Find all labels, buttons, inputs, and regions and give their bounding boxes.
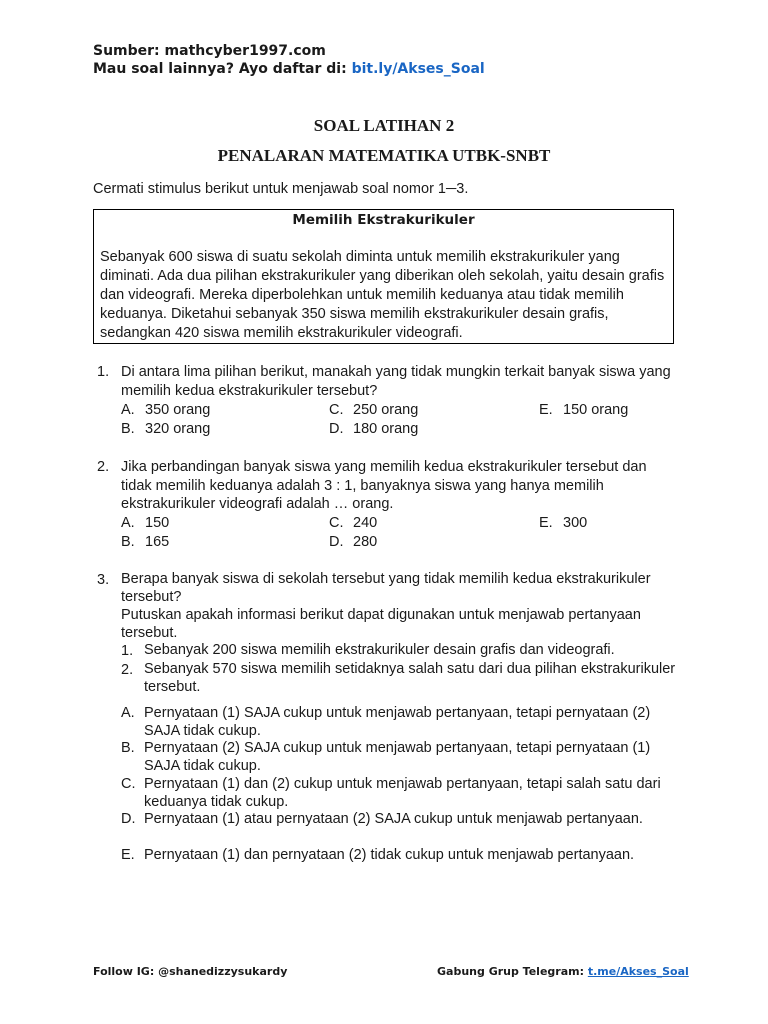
question-2-option-d[interactable]	[329, 533, 377, 552]
source-line	[93, 42, 326, 60]
question-1-text: Di antara lima pilihan berikut, manakah yang tidak mungkin terkait banyak siswa yang memilih kedua ekstrakurikuler tersebut?	[121, 364, 671, 399]
question-2-text: Jika perbandingan banyak siswa yang memilih kedua ekstrakurikuler tersebut dan tidak memilih keduanya adalah 3 : 1, banyaknya siswa yang hanya memilih ekstrakurikuler videografi adalah … orang.	[121, 459, 647, 513]
page-subtitle: PENALARAN MATEMATIKA UTBK-SNBT	[217, 146, 551, 165]
option-text: 250 orang	[353, 402, 419, 418]
option-letter: A.	[121, 515, 135, 531]
option-text: 300	[563, 515, 588, 531]
option-text: 150	[145, 515, 170, 531]
question-3-option-d-letter[interactable]: D.	[121, 811, 136, 827]
page-title: SOAL LATIHAN 2	[313, 116, 455, 135]
question-3-option-e-letter[interactable]: E.	[121, 847, 135, 863]
question-2-option-b[interactable]	[121, 533, 169, 552]
question-2-option-e[interactable]	[539, 514, 587, 533]
question-1-option-d[interactable]	[329, 420, 418, 439]
question-3-option-a-text[interactable]: Pernyataan (1) SAJA cukup untuk menjawab pertanyaan, tetapi pernyataan (2) SAJA tidak cukup.	[144, 705, 651, 739]
source-label: Sumber: mathcyber1997.com	[93, 43, 326, 59]
option-text: 240	[353, 515, 378, 531]
register-prefix: Mau soal lainnya? Ayo daftar di:	[93, 61, 352, 77]
question-3-option-d-text[interactable]: Pernyataan (1) atau pernyataan (2) SAJA cukup untuk menjawab pertanyaan.	[144, 811, 643, 827]
option-letter: D.	[329, 534, 344, 550]
question-2-option-c[interactable]	[329, 514, 377, 533]
question-3-option-b-letter[interactable]: B.	[121, 740, 135, 756]
option-letter: D.	[329, 421, 344, 437]
question-3-option-c-text[interactable]: Pernyataan (1) dan (2) cukup untuk menjawab pertanyaan, tetapi salah satu dari keduanya tidak cukup.	[144, 776, 661, 810]
statement-1-text: Sebanyak 200 siswa memilih ekstrakurikuler desain grafis dan videografi.	[144, 642, 615, 658]
option-letter: B.	[121, 421, 135, 437]
statement-2-number: 2.	[121, 662, 134, 678]
footer-telegram	[437, 965, 689, 979]
option-letter: B.	[121, 534, 135, 550]
option-text: 350 orang	[145, 402, 211, 418]
register-line	[93, 60, 485, 78]
option-text: 320 orang	[145, 421, 211, 437]
telegram-link[interactable]: t.me/Akses_Soal	[587, 965, 689, 978]
question-3-instruction: Putuskan apakah informasi berikut dapat digunakan untuk menjawab pertanyaan tersebut.	[121, 607, 641, 641]
question-1-number: 1.	[97, 364, 110, 380]
question-1-option-e[interactable]	[539, 401, 628, 420]
question-2-number: 2.	[97, 459, 110, 475]
question-1-option-b[interactable]	[121, 420, 210, 439]
option-text: 165	[145, 534, 170, 550]
statement-1-number: 1.	[121, 643, 134, 659]
option-letter: C.	[329, 515, 344, 531]
statement-2-text: Sebanyak 570 siswa memilih setidaknya salah satu dari dua pilihan ekstrakurikuler tersebut.	[144, 661, 676, 695]
telegram-prefix: Gabung Grup Telegram:	[437, 965, 588, 978]
option-text: 150 orang	[563, 402, 629, 418]
option-letter: E.	[539, 402, 553, 418]
instruction: Cermati stimulus berikut untuk menjawab soal nomor 1─3.	[93, 181, 469, 197]
question-1-option-c[interactable]	[329, 401, 418, 420]
option-letter: E.	[539, 515, 553, 531]
stimulus-box	[93, 209, 674, 344]
stimulus-body: Sebanyak 600 siswa di suatu sekolah diminta untuk memilih ekstrakurikuler yang diminati. Ada dua pilihan ekstrakurikuler yang diberikan oleh sekolah, yaitu desain grafis dan videografi. Mereka diperbolehkan untuk memilih keduanya atau tidak memilih keduanya. Diketahui sebanyak 350 siswa memilih ekstrakurikuler desain grafis, sedangkan 420 siswa memilih ekstrakurikuler videografi.	[100, 249, 665, 341]
question-2-option-a[interactable]	[121, 514, 169, 533]
option-letter: C.	[329, 402, 344, 418]
question-3-option-b-text[interactable]: Pernyataan (2) SAJA cukup untuk menjawab pertanyaan, tetapi pernyataan (1) SAJA tidak cukup.	[144, 740, 651, 774]
question-3-option-a-letter[interactable]: A.	[121, 705, 135, 721]
question-3-option-e-text[interactable]: Pernyataan (1) dan pernyataan (2) tidak cukup untuk menjawab pertanyaan.	[144, 847, 635, 863]
stimulus-title: Memilih Ekstrakurikuler	[292, 212, 475, 228]
question-3-number: 3.	[97, 572, 110, 588]
register-link[interactable]: bit.ly/Akses_Soal	[351, 61, 485, 77]
question-3-text: Berapa banyak siswa di sekolah tersebut yang tidak memilih kedua ekstrakurikuler tersebut?	[121, 571, 651, 605]
question-3-option-c-letter[interactable]: C.	[121, 776, 136, 792]
footer-instagram: Follow IG: @shanedizzysukardy	[93, 965, 288, 978]
question-1-option-a[interactable]	[121, 401, 210, 420]
option-letter: A.	[121, 402, 135, 418]
option-text: 280	[353, 534, 378, 550]
option-text: 180 orang	[353, 421, 419, 437]
